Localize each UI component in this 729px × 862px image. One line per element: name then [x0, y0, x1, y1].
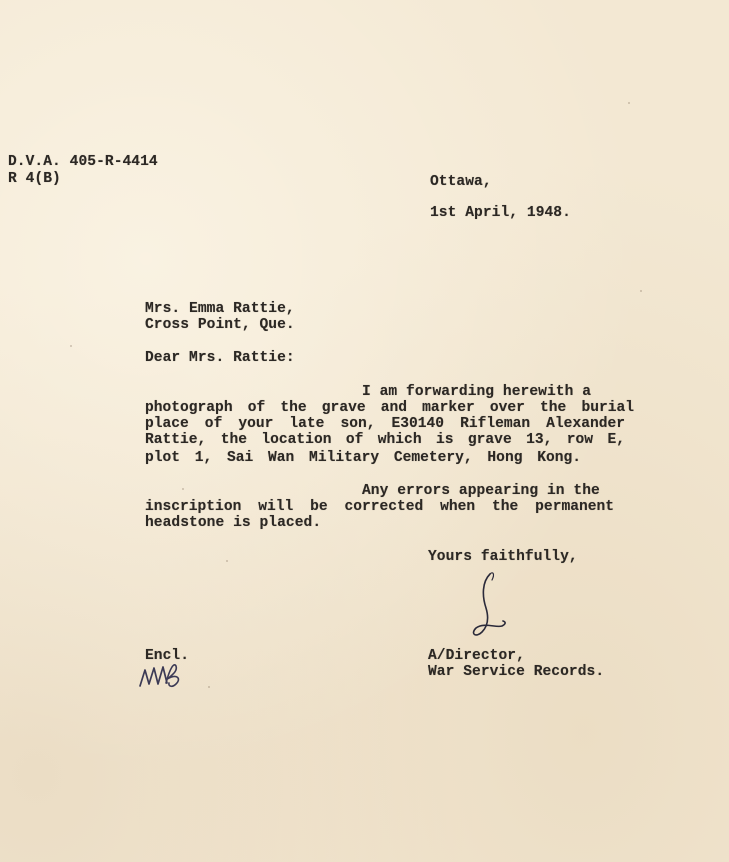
signatory-title: A/Director, — [428, 648, 525, 664]
paper-speck — [182, 488, 184, 490]
paper-speck — [208, 686, 210, 688]
paragraph1-line: photograph of the grave and marker over the burial — [145, 400, 634, 416]
recipient-address: Cross Point, Que. — [145, 317, 295, 333]
paragraph2-line: inscription will be corrected when the permanent — [145, 499, 614, 515]
enclosure-note: Encl. — [145, 648, 190, 664]
paragraph2-line: headstone is placed. — [145, 515, 322, 531]
paragraph1-line: I am forwarding herewith a — [362, 384, 591, 400]
signatory-department: War Service Records. — [428, 664, 605, 680]
paper-speck — [70, 345, 72, 347]
paper-speck — [628, 102, 630, 104]
paper-speck — [640, 290, 642, 292]
handwritten-signature — [462, 568, 518, 640]
paragraph2-line: Any errors appearing in the — [362, 483, 600, 499]
section-code: R 4(B) — [8, 171, 61, 187]
paragraph1-line: place of your late son, E30140 Rifleman Alexander — [145, 416, 625, 432]
recipient-name: Mrs. Emma Rattie, — [145, 301, 295, 317]
file-number: D.V.A. 405-R-4414 — [8, 154, 158, 170]
paper-speck — [226, 560, 228, 562]
handwritten-initials — [136, 656, 188, 692]
letter-date: 1st April, 1948. — [430, 205, 571, 221]
paragraph1-line: Rattie, the location of which is grave 13, row E, — [145, 432, 625, 448]
dateline-city: Ottawa, — [430, 174, 492, 190]
closing: Yours faithfully, — [428, 549, 578, 565]
paragraph1-line: plot 1, Sai Wan Military Cemetery, Hong Kong. — [145, 450, 581, 466]
salutation: Dear Mrs. Rattie: — [145, 350, 295, 366]
